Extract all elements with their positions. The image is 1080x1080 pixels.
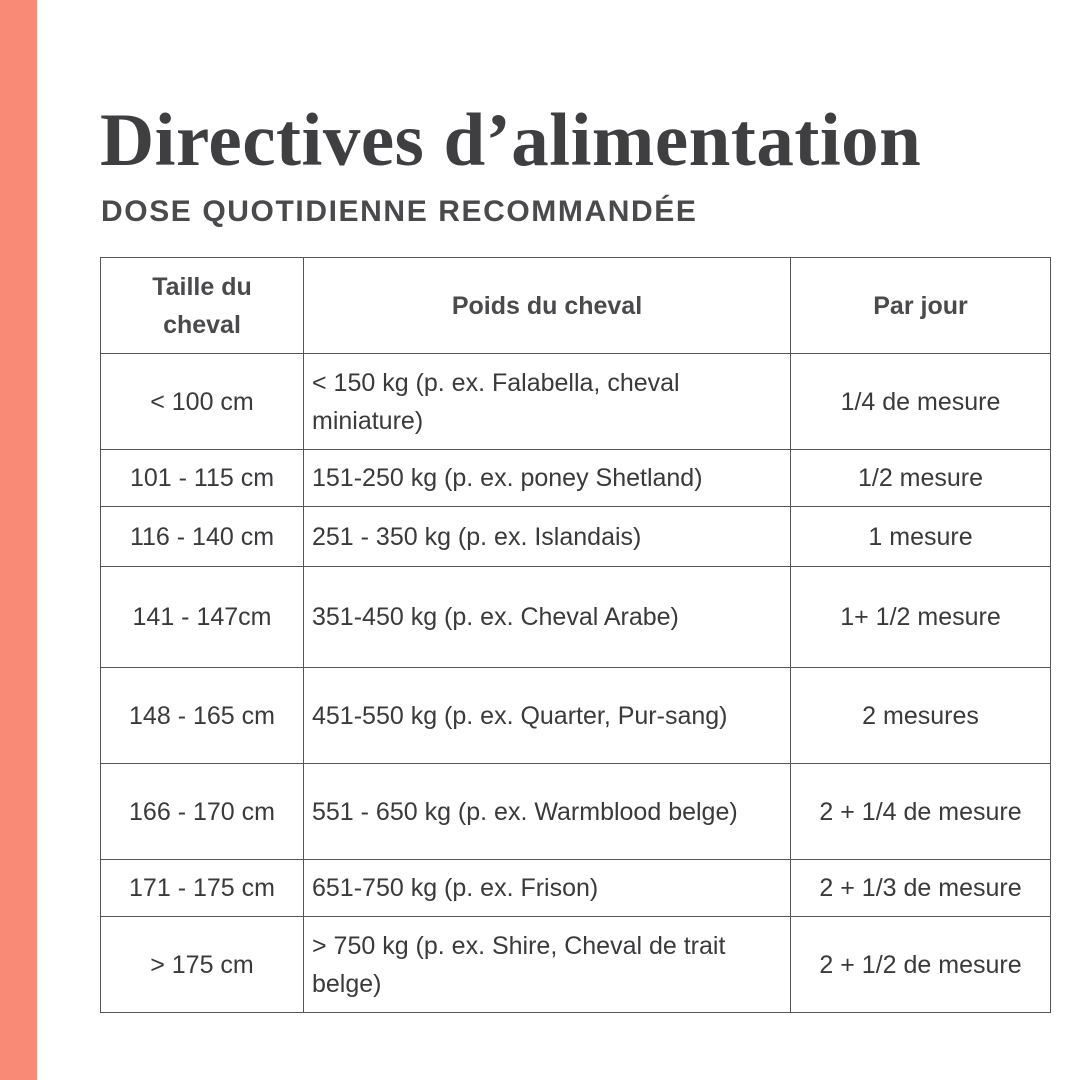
table-row bbox=[101, 354, 1051, 450]
cell-weight: < 150 kg (p. ex. Falabella, cheval miniature) bbox=[304, 354, 791, 450]
cell-height: 141 - 147cm bbox=[101, 567, 304, 668]
header-per-day: Par jour bbox=[791, 258, 1051, 354]
cell-weight: 651-750 kg (p. ex. Frison) bbox=[304, 860, 791, 917]
cell-dose: 1/4 de mesure bbox=[791, 354, 1051, 450]
table-row bbox=[101, 450, 1051, 507]
cell-weight: 251 - 350 kg (p. ex. Islandais) bbox=[304, 507, 791, 567]
cell-dose: 2 mesures bbox=[791, 668, 1051, 764]
cell-dose: 1 mesure bbox=[791, 507, 1051, 567]
cell-weight: 451-550 kg (p. ex. Quarter, Pur-sang) bbox=[304, 668, 791, 764]
cell-height: 101 - 115 cm bbox=[101, 450, 304, 507]
cell-height: < 100 cm bbox=[101, 354, 304, 450]
cell-weight: 351-450 kg (p. ex. Cheval Arabe) bbox=[304, 567, 791, 668]
header-horse-weight: Poids du cheval bbox=[304, 258, 791, 354]
cell-height: 166 - 170 cm bbox=[101, 764, 304, 860]
table-row bbox=[101, 567, 1051, 668]
table-header-row bbox=[101, 258, 1051, 354]
table-row bbox=[101, 917, 1051, 1013]
cell-height: 116 - 140 cm bbox=[101, 507, 304, 567]
table-row bbox=[101, 764, 1051, 860]
cell-dose: 1/2 mesure bbox=[791, 450, 1051, 507]
cell-height: 171 - 175 cm bbox=[101, 860, 304, 917]
page-subtitle: DOSE QUOTIDIENNE RECOMMANDÉE bbox=[101, 195, 698, 228]
page-title: Directives d’alimentation bbox=[100, 99, 922, 182]
cell-dose: 2 + 1/2 de mesure bbox=[791, 917, 1051, 1013]
cell-dose: 1+ 1/2 mesure bbox=[791, 567, 1051, 668]
cell-weight: > 750 kg (p. ex. Shire, Cheval de trait belge) bbox=[304, 917, 791, 1013]
table-row bbox=[101, 860, 1051, 917]
cell-height: 148 - 165 cm bbox=[101, 668, 304, 764]
accent-bar bbox=[0, 0, 37, 1080]
cell-dose: 2 + 1/3 de mesure bbox=[791, 860, 1051, 917]
table-row bbox=[101, 668, 1051, 764]
header-horse-height: Taille du cheval bbox=[101, 258, 304, 354]
cell-dose: 2 + 1/4 de mesure bbox=[791, 764, 1051, 860]
feeding-table bbox=[100, 257, 1051, 1013]
cell-height: > 175 cm bbox=[101, 917, 304, 1013]
table-row bbox=[101, 507, 1051, 567]
cell-weight: 551 - 650 kg (p. ex. Warmblood belge) bbox=[304, 764, 791, 860]
cell-weight: 151-250 kg (p. ex. poney Shetland) bbox=[304, 450, 791, 507]
